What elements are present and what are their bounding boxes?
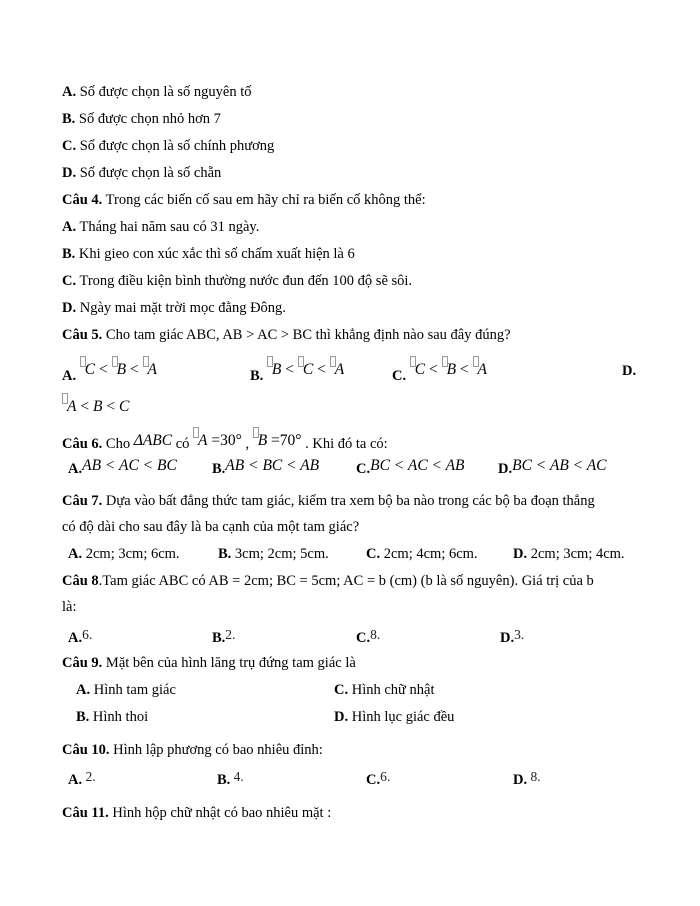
option-label: D. [62, 300, 77, 316]
question-text: .Tam giác ABC có AB = 2cm; BC = 5cm; AC = b (cm) (b là số nguyên). Giá trị của b [98, 573, 594, 589]
q8-option-d [500, 626, 524, 647]
option-label: D. [513, 772, 528, 788]
option-text: Hình chữ nhật [348, 682, 435, 698]
question-text: Cho [102, 436, 134, 452]
question-number: Câu 6. [62, 436, 103, 452]
q6-question: Câu 6. Cho ΔABC có A =30° , B =70° . Khi đó ta có: [62, 427, 388, 453]
q5-option-a [62, 356, 157, 385]
question-text: Hình lập phương có bao nhiêu đỉnh: [109, 742, 323, 758]
option-label: B. [212, 461, 226, 477]
option-text: Số được chọn là số chẵn [76, 165, 222, 181]
question-text: Mặt bên của hình lăng trụ đứng tam giác là [102, 655, 356, 671]
q10-option-c [366, 768, 390, 789]
option-value: 2. [225, 627, 236, 642]
q3-option-d [62, 164, 221, 182]
option-text: 2cm; 3cm; 4cm. [527, 546, 625, 562]
option-label: A. [68, 772, 83, 788]
q7-option-d [513, 545, 625, 563]
math-expression: C < B < A [80, 361, 157, 378]
option-label: C. [334, 682, 349, 698]
angle-a-expression: A =30° [193, 432, 242, 449]
math-expression: AB < BC < AB [225, 457, 320, 474]
q7-option-c [366, 545, 478, 563]
q9-option-b [76, 708, 148, 726]
option-label: D. [513, 546, 528, 562]
q5-option-b [250, 356, 344, 385]
q3-option-b [62, 110, 221, 128]
q10-question [62, 741, 323, 759]
q3-option-c [62, 137, 274, 155]
option-value: 3. [514, 627, 525, 642]
question-number: Câu 8 [62, 573, 99, 589]
option-label: D. [500, 630, 515, 646]
q7-question [62, 492, 595, 510]
option-label: C. [392, 368, 407, 384]
question-number: Câu 9. [62, 655, 103, 671]
option-text: Số được chọn là số nguyên tố [76, 84, 252, 100]
question-number: Câu 7. [62, 493, 103, 509]
q9-option-d [334, 708, 454, 726]
option-label: D. [334, 709, 349, 725]
q10-option-d [513, 768, 541, 789]
option-label: A. [68, 630, 83, 646]
option-text: 2cm; 4cm; 6cm. [380, 546, 478, 562]
option-label: A. [68, 546, 83, 562]
q4-option-a [62, 218, 259, 236]
q4-option-b [62, 245, 355, 263]
option-label: C. [356, 630, 371, 646]
math-expression: C < B < A [410, 361, 487, 378]
q3-option-a [62, 83, 252, 101]
question-text: Trong các biến cố sau em hãy chỉ ra biến cố không thể: [102, 192, 426, 208]
question-text: là: [62, 599, 77, 615]
q6-option-a [68, 457, 177, 478]
option-text: Tháng hai năm sau có 31 ngày. [76, 219, 260, 235]
option-text: Ngày mai mặt trời mọc đằng Đông. [76, 300, 286, 316]
option-label: C. [62, 273, 77, 289]
option-label: C. [366, 546, 381, 562]
math-expression: A < B < C [62, 398, 129, 415]
q11-question [62, 804, 331, 822]
option-value: 6. [82, 627, 93, 642]
option-label: C. [62, 138, 77, 154]
q6-option-b [212, 457, 319, 478]
angle-b-expression: B =70° [253, 432, 302, 449]
q9-option-a [76, 681, 176, 699]
q8-question-cont [62, 598, 77, 616]
option-text: Hình thoi [89, 709, 149, 725]
option-text: Số được chọn nhỏ hơn 7 [75, 111, 221, 127]
question-text: có độ dài cho sau đây là ba cạnh của một tam giác? [62, 519, 360, 535]
option-label: B. [218, 546, 232, 562]
option-text: Hình tam giác [90, 682, 176, 698]
q9-option-c [334, 681, 435, 699]
option-label: A. [62, 84, 77, 100]
option-text: 2cm; 3cm; 6cm. [82, 546, 180, 562]
question-text: Cho tam giác ABC, AB > AC > BC thì khẳng định nào sau đây đúng? [102, 327, 511, 343]
option-value: 2. [82, 769, 96, 784]
option-text: 3cm; 2cm; 5cm. [231, 546, 329, 562]
q4-option-c [62, 272, 412, 290]
option-value: 8. [370, 627, 381, 642]
option-label: B. [217, 772, 231, 788]
q9-question [62, 654, 356, 672]
question-number: Câu 11. [62, 805, 109, 821]
option-label: C. [366, 772, 381, 788]
q5-option-c [392, 356, 487, 385]
option-label: B. [62, 111, 76, 127]
option-label: D. [498, 461, 513, 477]
q7-option-b [218, 545, 329, 563]
q8-option-a [68, 626, 92, 647]
q8-option-c [356, 626, 380, 647]
q8-option-b [212, 626, 235, 647]
option-label: A. [68, 461, 83, 477]
option-label: B. [62, 246, 76, 262]
option-label: A. [62, 368, 77, 384]
math-expression: B < C < A [267, 361, 344, 378]
q4-option-d [62, 299, 286, 317]
option-label: A. [76, 682, 91, 698]
option-label: C. [356, 461, 371, 477]
question-text: Dựa vào bất đẳng thức tam giác, kiểm tra xem bộ ba nào trong các bộ ba đoạn thẳng [102, 493, 595, 509]
question-text: Hình hộp chữ nhật có bao nhiêu mặt : [108, 805, 332, 821]
q10-option-b [217, 768, 244, 789]
q4-question [62, 191, 426, 209]
option-text: Khi gieo con xúc xắc thì số chấm xuất hiện là 6 [75, 246, 355, 262]
question-number: Câu 5. [62, 327, 103, 343]
option-label: B. [212, 630, 226, 646]
option-text: Hình lục giác đều [348, 709, 455, 725]
question-number: Câu 10. [62, 742, 110, 758]
q10-option-a [68, 768, 96, 789]
option-label: D. [622, 363, 637, 379]
math-expression: BC < AC < AB [370, 457, 465, 474]
q6-option-c [356, 457, 465, 478]
q5-question [62, 326, 511, 344]
triangle-symbol: ΔABC [133, 432, 173, 449]
option-label: D. [62, 165, 77, 181]
math-expression: AB < AC < BC [82, 457, 177, 474]
question-number: Câu 4. [62, 192, 103, 208]
option-text: Trong điều kiện bình thường nước đun đến 100 độ sẽ sôi. [76, 273, 413, 289]
q7-option-a [68, 545, 180, 563]
option-value: 6. [380, 769, 391, 784]
option-label: A. [62, 219, 77, 235]
option-value: 8. [527, 769, 541, 784]
option-label: B. [250, 368, 264, 384]
q7-question-cont [62, 518, 359, 536]
q6-option-d [498, 457, 607, 478]
q5-option-d [62, 393, 129, 416]
q8-question [62, 572, 594, 590]
q5-option-d-label [622, 362, 636, 380]
option-label: B. [76, 709, 90, 725]
option-text: Số được chọn là số chính phương [76, 138, 275, 154]
math-expression: BC < AB < AC [512, 457, 607, 474]
option-value: 4. [230, 769, 244, 784]
